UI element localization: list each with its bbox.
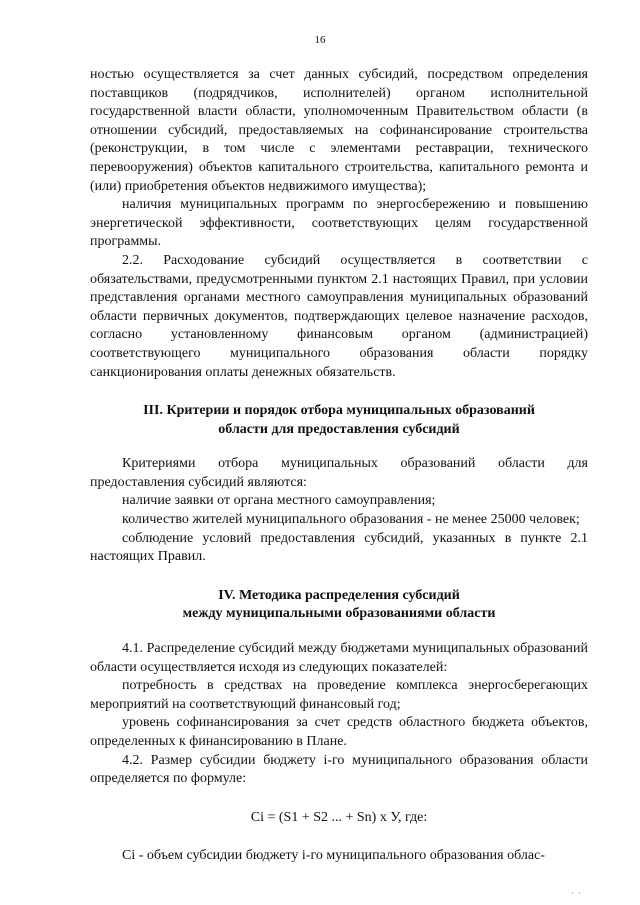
section-4-heading-line1: IV. Методика распределения субсидий [218,587,460,603]
paragraph-2-2: 2.2. Расходование субсидий осуществляется в соответствии с обязательствами, предусмотренными пунктом 2.1 настоящих Правил, при условии представления органами местного самоуправления муниципальных образований области первичных документов, подтверждающих целевое назначение расходов, согласно установленному финансовым органом (администрацией) соответствующего муниципального образования области порядку санкционирования оплаты денежных обязательств. [90,252,588,380]
footer-mark: ' ' [571,891,582,899]
paragraph-need: потребность в средствах на проведение комплекса энергосберегающих мероприятий на соответствующий финансовый год; [90,678,588,712]
paragraph-ci-definition: Ci - объем субсидии бюджету i-го муниципального образования облас- [122,848,545,864]
paragraph-continuation: ностью осуществляется за счет данных субсидий, посредством определения поставщиков (подрядчиков, исполнителей) органом исполнительной государственной власти области, уполномоченным Правительством области (в отношении субсидий, предоставляемых на софинансирование строительства (реконструкции, в том числе с элементами реставрации, технического перевооружения) объектов капитального строительства, капитального ремонта и (или) приобретения объектов недвижимого имущества); [90,67,588,194]
paragraph-4-1: 4.1. Распределение субсидий между бюджетами муниципальных образований области осуществляется исходя из следующих показателей: [90,641,588,675]
paragraph-4-2: 4.2. Размер субсидии бюджету i-го муниципального образования области определяется по формуле: [90,752,588,787]
paragraph-criteria-intro: Критериями отбора муниципальных образований области для предоставления субсидий являются: [90,456,588,490]
paragraph-programs: наличия муниципальных программ по энергосбережению и повышению энергетической эффективности, соответствующих целям государственной программы. [90,197,588,250]
section-4-heading-line2: между муниципальными образованиями области [182,606,496,622]
paragraph-criterion-1: наличие заявки от органа местного самоуправления; [122,493,436,509]
paragraph-criterion-2: количество жителей муниципального образования - не менее 25000 человек; [122,512,580,528]
page-number: 16 [314,34,326,46]
section-3-heading-line1: III. Критерии и порядок отбора муниципальных образований [143,403,535,419]
section-4-heading [90,587,588,624]
paragraph-level: уровень софинансирования за счет средств областного бюджета объектов, определенных к финансированию в Плане. [90,715,588,749]
section-3-heading-line2: области для предоставления субсидий [218,421,460,437]
document-body [90,66,588,866]
paragraph-criterion-3: соблюдение условий предоставления субсидий, указанных в пункте 2.1 настоящих Правил. [90,530,588,565]
formula: Ci = (S1 + S2 ... + Sn) x У, где: [250,809,428,825]
section-3-heading [90,402,588,439]
